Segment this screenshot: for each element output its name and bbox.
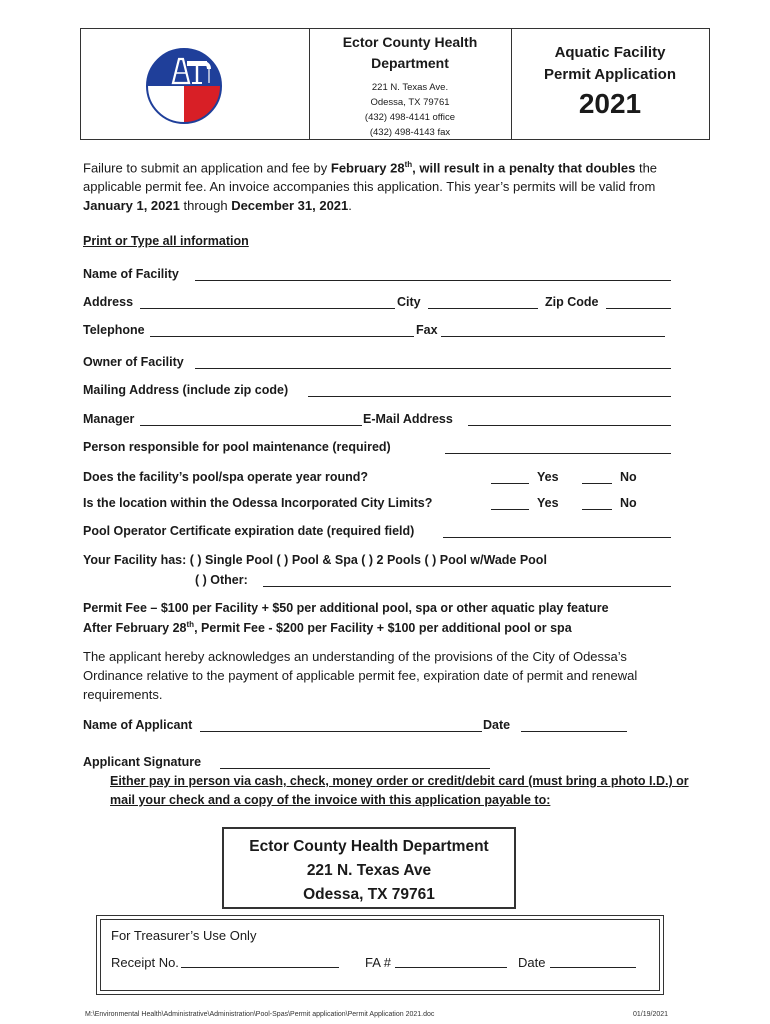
treasurer-date-field[interactable] xyxy=(550,954,636,968)
org-phone-office: (432) 498-4141 office xyxy=(364,112,456,123)
treasurer-title: For Treasurer’s Use Only xyxy=(111,928,257,943)
acknowledgement-line1: The applicant hereby acknowledges an understanding of the provisions of the City of Odessa’s xyxy=(83,649,627,664)
year-round-no-label: No xyxy=(620,470,637,484)
late-fee-line xyxy=(83,620,572,635)
acknowledgement-line2: Ordinance relative to the payment of applicable permit fee, expiration date of permit and renewal xyxy=(83,668,638,683)
intro-end-date: December 31, 2021 xyxy=(231,198,349,214)
city-limits-question: Is the location within the Odessa Incorporated City Limits? xyxy=(83,496,433,510)
city-limits-yes-field[interactable] xyxy=(491,496,529,510)
facility-name-label: Name of Facility xyxy=(83,267,179,281)
permit-fee-line: Permit Fee – $100 per Facility + $50 per additional pool, spa or other aquatic play feature xyxy=(83,601,609,615)
cert-expiration-field[interactable] xyxy=(443,524,671,538)
org-name-line1: Ector County Health xyxy=(342,34,478,50)
print-heading: Print or Type all information xyxy=(83,234,249,248)
maintenance-field[interactable] xyxy=(445,440,671,454)
fax-field[interactable] xyxy=(441,323,665,337)
acknowledgement xyxy=(83,647,637,704)
email-field[interactable] xyxy=(468,412,671,426)
intro-part3: the xyxy=(635,160,658,176)
late-fee-sup: th xyxy=(186,620,195,629)
facility-name-field[interactable] xyxy=(195,267,671,281)
intro-part2: , will result in a penalty that doubles xyxy=(412,160,636,176)
title-cell xyxy=(511,29,709,139)
telephone-label: Telephone xyxy=(83,323,145,337)
texas-flag-logo-icon xyxy=(145,47,223,125)
org-address2: Odessa, TX 79761 xyxy=(370,97,450,108)
city-field[interactable] xyxy=(428,295,538,309)
logo-cell xyxy=(81,29,310,139)
org-phone-fax: (432) 498-4143 fax xyxy=(369,127,451,138)
treasurer-box xyxy=(96,915,664,995)
receipt-field[interactable] xyxy=(181,954,339,968)
org-name-line2: Department xyxy=(371,55,449,71)
intro-start-date: January 1, 2021 xyxy=(83,198,180,214)
mail-to-line3: Odessa, TX 79761 xyxy=(303,886,435,903)
address-field[interactable] xyxy=(140,295,395,309)
treasurer-date-label: Date xyxy=(518,955,546,970)
intro-period: . xyxy=(348,198,352,214)
year-round-yes-field[interactable] xyxy=(491,470,529,484)
mail-to-line1: Ector County Health Department xyxy=(249,838,489,855)
mail-to-line2: 221 N. Texas Ave xyxy=(306,862,432,879)
applicant-signature-field[interactable] xyxy=(220,755,490,769)
payment-instructions-line2: mail your check and a copy of the invoice with this application payable to: xyxy=(110,793,551,807)
other-field[interactable] xyxy=(263,573,671,587)
permit-year: 2021 xyxy=(578,88,642,119)
facility-type-options[interactable]: Your Facility has: ( ) Single Pool ( ) Pool & Spa ( ) 2 Pools ( ) Pool w/Wade Pool xyxy=(83,553,547,567)
manager-field[interactable] xyxy=(140,412,362,426)
year-round-no-field[interactable] xyxy=(582,470,612,484)
applicant-date-field[interactable] xyxy=(521,718,627,732)
footer-file-path: M:\Environmental Health\Administrative\Administration\Pool-Spas\Permit application\Permit Application 2021.doc xyxy=(85,1011,435,1018)
other-option-label[interactable]: ( ) Other: xyxy=(195,573,248,587)
manager-label: Manager xyxy=(83,412,135,426)
applicant-signature-label: Applicant Signature xyxy=(83,755,202,769)
acknowledgement-line3: requirements. xyxy=(83,687,163,702)
mailing-address-label: Mailing Address (include zip code) xyxy=(83,383,289,397)
city-limits-no-label: No xyxy=(620,496,637,510)
maintenance-label: Person responsible for pool maintenance (required) xyxy=(83,440,391,454)
late-fee-part2: , Permit Fee - $200 per Facility + $100 per additional pool or spa xyxy=(194,621,572,636)
title-line1: Aquatic Facility xyxy=(554,44,666,61)
address-label: Address xyxy=(83,295,134,309)
applicant-date-label: Date xyxy=(483,718,511,732)
fa-label: FA # xyxy=(365,955,392,970)
title-line2: Permit Application xyxy=(544,66,676,83)
intro-deadline: February 28 xyxy=(330,160,405,176)
intro-through: through xyxy=(179,198,232,214)
telephone-field[interactable] xyxy=(150,323,414,337)
footer-date: 01/19/2021 xyxy=(633,1011,669,1018)
header-table xyxy=(80,28,710,140)
zip-label: Zip Code xyxy=(545,295,599,309)
intro-deadline-sup: th xyxy=(404,160,413,169)
org-address1: 221 N. Texas Ave. xyxy=(371,82,449,93)
mail-to-box xyxy=(222,827,516,909)
intro-line2: applicable permit fee. An invoice accompanies this application. This year’s permits will be valid from xyxy=(83,179,656,195)
intro-paragraph xyxy=(83,155,713,215)
year-round-yes-label: Yes xyxy=(537,470,559,484)
applicant-name-field[interactable] xyxy=(200,718,482,732)
email-label: E-Mail Address xyxy=(363,412,453,426)
fax-label: Fax xyxy=(416,323,438,337)
applicant-name-label: Name of Applicant xyxy=(83,718,193,732)
zip-field[interactable] xyxy=(606,295,671,309)
city-limits-yes-label: Yes xyxy=(537,496,559,510)
intro-part1: Failure to submit an application and fee by xyxy=(83,160,331,176)
mailing-address-field[interactable] xyxy=(308,383,671,397)
owner-field[interactable] xyxy=(195,355,671,369)
city-limits-no-field[interactable] xyxy=(582,496,612,510)
cert-expiration-label: Pool Operator Certificate expiration date (required field) xyxy=(83,524,415,538)
owner-label: Owner of Facility xyxy=(83,355,184,369)
receipt-label: Receipt No. xyxy=(111,955,179,970)
organization-cell xyxy=(309,29,512,139)
fa-field[interactable] xyxy=(395,954,507,968)
year-round-question: Does the facility’s pool/spa operate year round? xyxy=(83,470,369,484)
city-label: City xyxy=(397,295,421,309)
payment-instructions-line1: Either pay in person via cash, check, money order or credit/debit card (must bring a photo I.D.) or xyxy=(110,774,689,788)
late-fee-part1: After February 28 xyxy=(83,621,187,636)
